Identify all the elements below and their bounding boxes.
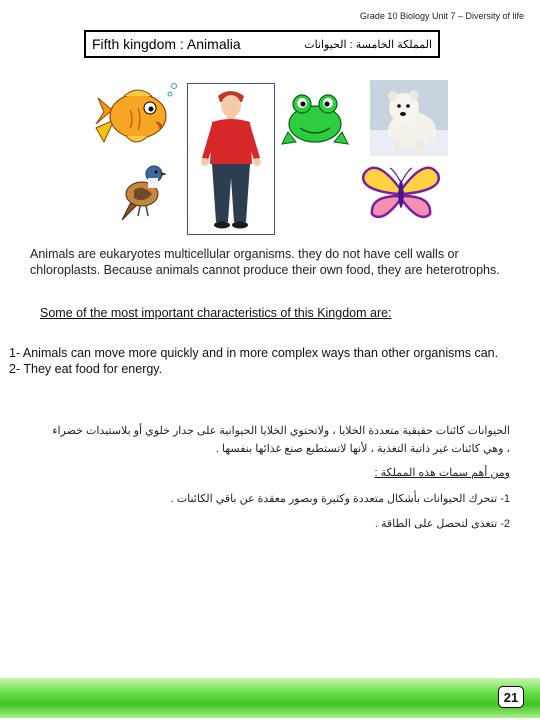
list-item: 1- Animals can move more quickly and in more complex ways than other organisms can. <box>9 346 499 360</box>
person-image <box>190 86 272 232</box>
intro-paragraph: Animals are eukaryotes multicellular organisms. they do not have cell walls or chloroplasts. Because animals cannot produce their own food, they are heterotrophs. <box>30 247 500 277</box>
title-box <box>84 30 440 58</box>
polar-bear-image <box>370 80 448 156</box>
arabic-heading: ومن أهم سمات هذه المملكة : <box>374 467 510 479</box>
title-arabic: المملكة الخامسة : الحيوانات <box>304 39 432 51</box>
arabic-intro-line-2: ، وهي كائنات غير ذاتية التغذية ، لأنها لاتستطيع صنع غذائها بنفسها . <box>215 443 510 455</box>
fish-image <box>90 80 182 152</box>
list-item: 2- They eat food for energy. <box>9 361 163 376</box>
footer-bar <box>0 678 540 718</box>
bird-image <box>112 154 168 226</box>
title-english: Fifth kingdom : Animalia <box>92 36 241 52</box>
arabic-intro-line-1: الحيوانات كائنات حقيقية متعددة الخلايا ، ولاتحتوي الخلايا الحيوانية على جدار خلوي أو بلاستيدات خضراء <box>52 425 510 437</box>
characteristics-list <box>9 346 534 377</box>
characteristics-heading: Some of the most important characteristics of this Kingdom are: <box>40 306 392 320</box>
butterfly-image <box>358 160 444 226</box>
page-number: 21 <box>498 686 524 708</box>
frog-image <box>280 88 350 150</box>
course-header: Grade 10 Biology Unit 7 – Diversity of life <box>359 11 524 21</box>
arabic-point-2: 2- تتغذى لتحصل على الطاقة . <box>374 518 510 530</box>
arabic-point-1: 1- تتحرك الحيوانات بأشكال متعددة وكثيرة وبصور معقدة عن باقي الكائنات . <box>170 493 510 505</box>
